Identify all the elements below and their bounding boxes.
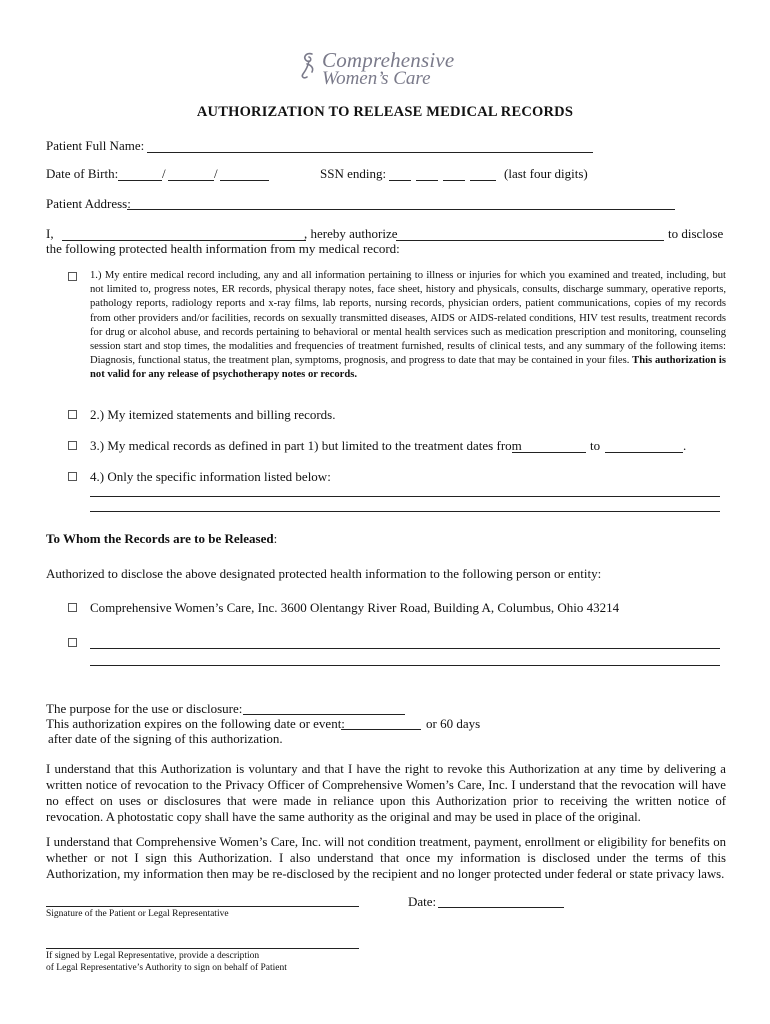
dob-year-field[interactable]	[220, 180, 269, 181]
legal-rep-caption-2: of Legal Representative’s Authority to sign on behalf of Patient	[46, 963, 287, 973]
option1-checkbox[interactable]	[68, 272, 77, 281]
logo-text-line1: Comprehensive	[322, 48, 455, 72]
logo-text-line2: Women’s Care	[322, 68, 431, 89]
option3-text: 3.) My medical records as defined in part 1) but limited to the treatment dates from	[90, 438, 522, 453]
ssn-hint: (last four digits)	[504, 166, 588, 181]
signature-caption: Signature of the Patient or Legal Representative	[46, 909, 229, 919]
entity2-checkbox[interactable]	[68, 638, 77, 647]
company-logo	[298, 48, 488, 88]
option2-text: 2.) My itemized statements and billing records.	[90, 407, 336, 422]
dob-label: Date of Birth:	[46, 166, 119, 181]
entity1-checkbox[interactable]	[68, 603, 77, 612]
signature-line[interactable]	[46, 906, 359, 907]
ssn-digit-field[interactable]	[470, 180, 496, 181]
page-title: AUTHORIZATION TO RELEASE MEDICAL RECORDS	[196, 104, 574, 120]
dob-month-field[interactable]	[118, 180, 162, 181]
specific-info-line-1[interactable]	[90, 496, 720, 497]
option3-checkbox[interactable]	[68, 441, 77, 450]
or-60-days: or 60 days	[426, 716, 481, 731]
date-label: Date:	[408, 894, 437, 909]
signature-date-field[interactable]	[438, 907, 564, 908]
release-intro: Authorized to disclose the above designated protected health information to the following person or entity:	[46, 566, 602, 581]
release-heading	[46, 531, 277, 547]
date-from-field[interactable]	[512, 452, 586, 453]
purpose-field[interactable]	[243, 714, 405, 715]
release-heading-text: To Whom the Records are to be Released	[46, 531, 274, 546]
dob-separator: /	[214, 166, 218, 181]
option1-text	[90, 269, 726, 383]
option3-to: to	[590, 438, 601, 453]
address-label: Patient Address:	[46, 196, 131, 211]
expires-label: This authorization expires on the following date or event:	[46, 716, 345, 731]
provider-name-field[interactable]	[396, 240, 664, 241]
expiration-field[interactable]	[341, 729, 421, 730]
entity1-text: Comprehensive Women’s Care, Inc. 3600 Olentangy River Road, Building A, Columbus, Ohio 43214	[90, 600, 620, 615]
specific-info-line-2[interactable]	[90, 511, 720, 512]
authorize-i: I,	[46, 226, 54, 241]
option3-period: .	[683, 438, 687, 453]
legal-rep-line[interactable]	[46, 948, 359, 949]
dob-separator: /	[162, 166, 166, 181]
patient-name-label: Patient Full Name:	[46, 138, 145, 153]
address-field[interactable]	[127, 209, 675, 210]
option4-checkbox[interactable]	[68, 472, 77, 481]
non-conditioning-paragraph: I understand that Comprehensive Women’s Care, Inc. will not condition treatment, payment, enrollment or eligibility for benefits on whether or not I sign this Authorization. I also understand that once my information is disclosed under the terms of this Authorization, my information then may be re-disclosed by the recipient and no longer protected under federal or state privacy laws.	[46, 835, 726, 881]
to-disclose-text: to disclose	[668, 226, 724, 241]
option1-bold-note: This authorization is not valid for any release of psychotherapy notes or records.	[90, 355, 726, 381]
after-signing-text: after date of the signing of this authorization.	[48, 731, 283, 746]
stylized-figure-logo-icon	[298, 50, 322, 82]
purpose-label: The purpose for the use or disclosure:	[46, 701, 243, 716]
authorize-line2: the following protected health information from my medical record:	[46, 241, 400, 256]
ssn-label: SSN ending:	[320, 166, 387, 181]
revocation-paragraph: I understand that this Authorization is voluntary and that I have the right to revoke this Authorization at any time by delivering a written notice of revocation to the Privacy Officer of Comprehensive Women’s Care, Inc. I understand that the revocation will have no effect on uses or disclosures that were made in reliance upon this Authorization prior to receiving the written notice of revocation. A photostatic copy shall have the same authority as the original and may be used in place of the original.	[46, 762, 726, 824]
option1-body: 1.) My entire medical record including, any and all information pertaining to illness or injuries for which you examined and treated, including, but not limited to, progress notes, ER records, physical therapy notes, face sheet, history and physicals, consults, discharge summary, operative reports, pathology reports, radiology reports and x-ray films, lab reports, nursing records, physician orders, patient communications, copies of my records from other providers and/or facilities, records on sexually transmitted diseases, AIDS or AIDS-related conditions, HIV test results, treatment records for drug or alcohol abuse, and records pertaining to behavioral or mental health services such as medication prescription and monitoring, counseling session start and stop times, the modalities and frequencies of treatment furnished, results of clinical tests, and any summary of the following items: Diagnosis, functional status, the treatment plan, symptoms, prognosis, and progress to date that may be contained in your files.	[90, 270, 726, 367]
ssn-digit-field[interactable]	[416, 180, 438, 181]
patient-name-field[interactable]	[147, 152, 593, 153]
other-entity-line-1[interactable]	[90, 648, 720, 649]
dob-day-field[interactable]	[168, 180, 214, 181]
hereby-authorize-text: , hereby authorize	[304, 226, 398, 241]
date-to-field[interactable]	[605, 452, 683, 453]
ssn-digit-field[interactable]	[389, 180, 411, 181]
option2-checkbox[interactable]	[68, 410, 77, 419]
other-entity-line-2[interactable]	[90, 665, 720, 666]
release-heading-colon: :	[273, 531, 278, 546]
ssn-digit-field[interactable]	[443, 180, 465, 181]
legal-rep-caption-1: If signed by Legal Representative, provide a description	[46, 951, 260, 961]
option4-text: 4.) Only the specific information listed below:	[90, 469, 331, 484]
